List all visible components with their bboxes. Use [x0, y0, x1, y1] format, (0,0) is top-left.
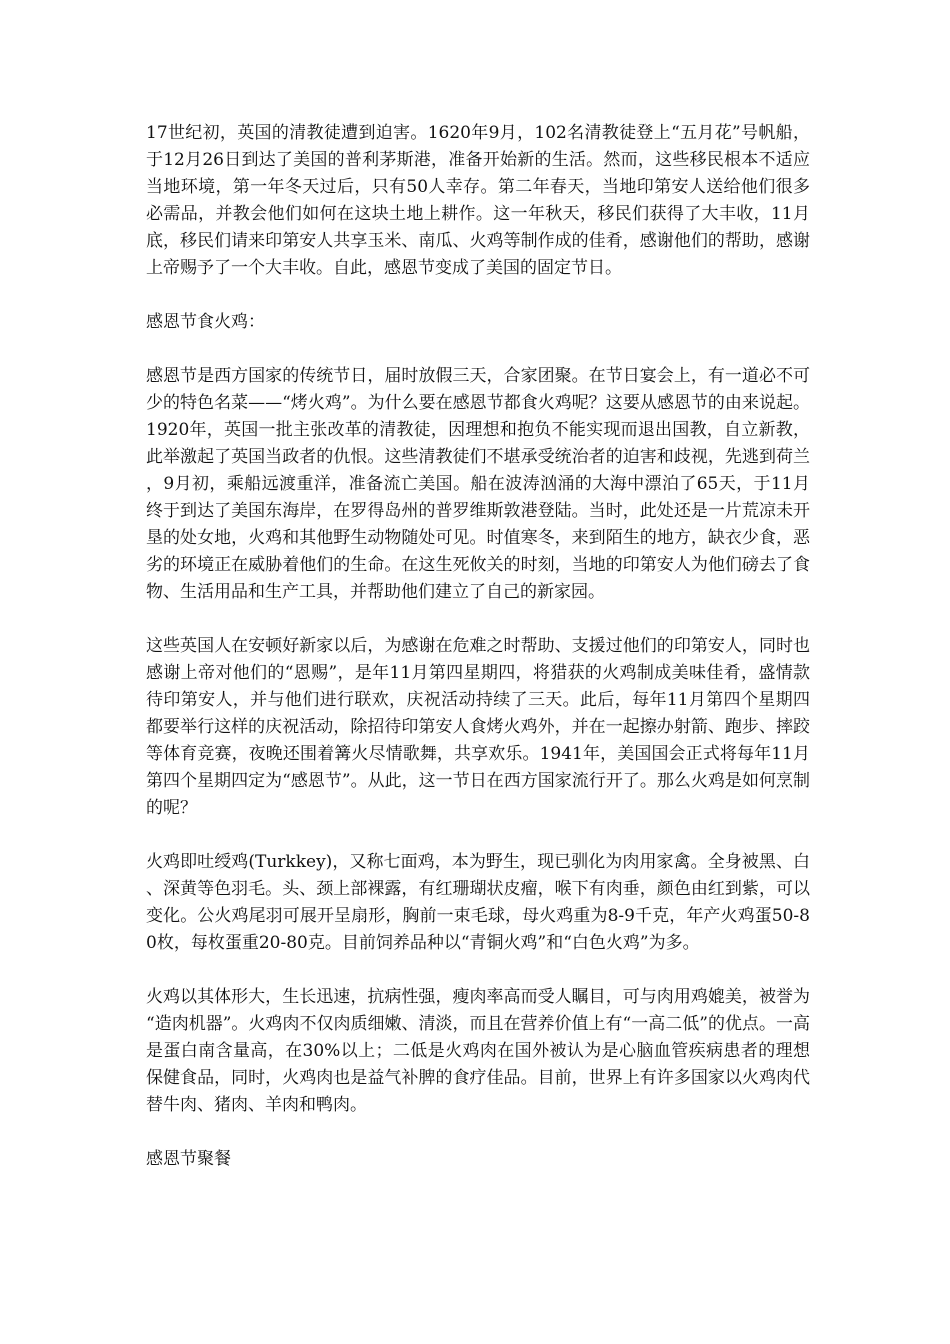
- paragraph-turkey-nutrition: 火鸡以其体形大，生长迅速，抗病性强，瘦肉率高而受人瞩目，可与肉用鸡媲美，被誉为“造肉机器”。火鸡肉不仅肉质细嫩、清淡，而且在营养价值上有“一高二低”的优点。一高是蛋白南含量高，在30%以上；二低是火鸡肉在国外被认为是心脑血管疾病患者的理想保健食品，同时，火鸡肉也是益气补脾的食疗佳品。目前，世界上有许多国家以火鸡肉代替牛肉、猪肉、羊肉和鸭肉。: [146, 987, 810, 1115]
- paragraph-celebration: 这些英国人在安顿好新家以后，为感谢在危难之时帮助、支援过他们的印第安人，同时也感谢上帝对他们的“恩赐”，是年11月第四星期四，将猎获的火鸡制成美味佳肴，盛情款待印第安人，并与他们进行联欢，庆祝活动持续了三天。此后，每年11月第四个星期四都要举行这样的庆祝活动，除招待印第安人食烤火鸡外，并在一起擦办射箭、跑步、摔跤等体育竞赛，夜晚还围着篝火尽情歌舞，共享欢乐。1941年，美国国会正式将每年11月第四个星期四定为“感恩节”。从此，这一节日在西方国家流行开了。那么火鸡是如何烹制的呢？: [146, 636, 810, 818]
- paragraph-history: 17世纪初，英国的清教徒遭到迫害。1620年9月，102名清教徒登上“五月花”号帆船，于12月26日到达了美国的普利茅斯港，准备开始新的生活。然而，这些移民根本不适应当地环境，第一年冬天过后，只有50人幸存。第二年春天，当地印第安人送给他们很多必需品，并教会他们如何在这块土地上耕作。这一年秋天，移民们获得了大丰收，11月底，移民们请来印第安人共享玉米、南瓜、火鸡等制作成的佳肴，感谢他们的帮助，感谢上帝赐予了一个大丰收。自此，感恩节变成了美国的固定节日。: [146, 123, 810, 278]
- document-body: [146, 120, 810, 1200]
- paragraph-turkey-description: 火鸡即吐绶鸡(Turkkey)，又称七面鸡，本为野生，现已驯化为肉用家禽。全身被黑、白、深黄等色羽毛。头、颈上部裸露，有红珊瑚状皮瘤，喉下有肉垂，颜色由红到紫，可以变化。公火鸡尾羽可展开呈扇形，胸前一束毛球，母火鸡重为8-9千克，年产火鸡蛋50-80枚，每枚蛋重20-80克。目前饲养品种以“青铜火鸡”和“白色火鸡”为多。: [146, 852, 810, 953]
- section-heading-turkey: 感恩节食火鸡：: [146, 312, 265, 332]
- section-heading-dinner: 感恩节聚餐: [146, 1149, 231, 1169]
- paragraph-origin: 感恩节是西方国家的传统节日，届时放假三天，合家团聚。在节日宴会上，有一道必不可少的特色名菜——“烤火鸡”。为什么要在感恩节都食火鸡呢？这要从感恩节的由来说起。1920年，英国一批主张改革的清教徒，因理想和抱负不能实现而退出国教，自立新教，此举激起了英国当政者的仇恨。这些清教徒们不堪承受统治者的迫害和歧视，先逃到荷兰，9月初，乘船远渡重洋，准备流亡美国。船在波涛汹涌的大海中漂泊了65天，于11月终于到达了美国东海岸，在罗得岛州的普罗维斯敦港登陆。当时，此处还是一片荒凉未开垦的处女地，火鸡和其他野生动物随处可见。时值寒冬，来到陌生的地方，缺衣少食，恶劣的环境正在威胁着他们的生命。在这生死攸关的时刻，当地的印第安人为他们磅去了食物、生活用品和生产工具，并帮助他们建立了自己的新家园。: [146, 366, 810, 602]
